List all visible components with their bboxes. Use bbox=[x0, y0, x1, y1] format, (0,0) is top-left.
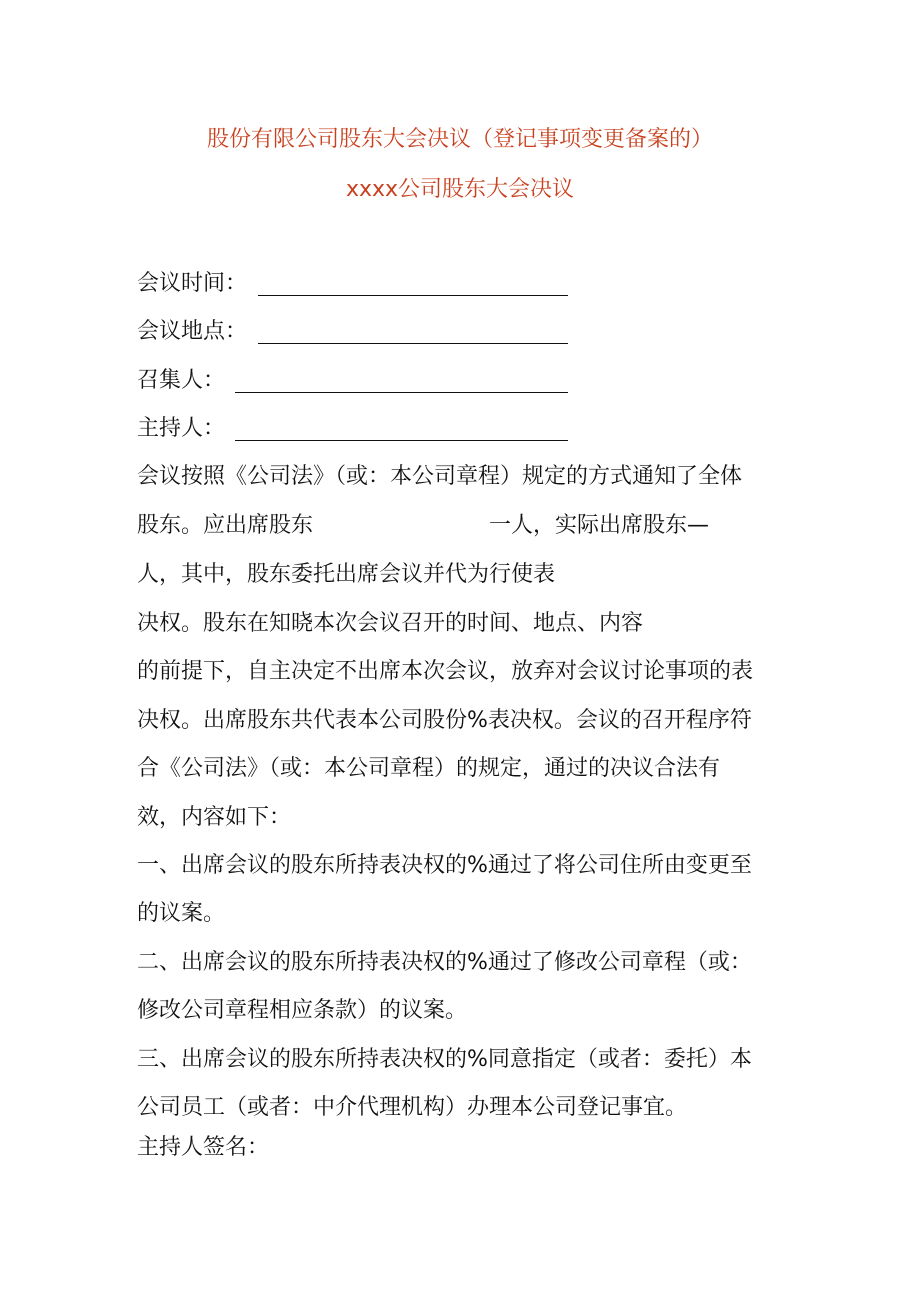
signature-label: 主持人签名： bbox=[137, 1135, 270, 1160]
body-line: 修改公司章程相应条款）的议案。 bbox=[137, 998, 468, 1023]
body-line: 人，其中，股东委托出席会议并代为行使表 bbox=[137, 562, 556, 587]
body-line: 公司员工（或者：中介代理机构）办理本公司登记事宜。 bbox=[137, 1095, 688, 1120]
resolution-item-1: 一、出席会议的股东所持表决权的%通过了将公司住所由变更至 bbox=[137, 853, 752, 878]
body-line: 效，内容如下： bbox=[137, 805, 292, 830]
resolution-item-2: 二、出席会议的股东所持表决权的%通过了修改公司章程（或： bbox=[137, 950, 752, 975]
meeting-time-label: 会议时间： bbox=[137, 271, 248, 296]
body-line: 决权。股东在知晓本次会议召开的时间、地点、内容 bbox=[137, 611, 644, 636]
body-line: 决权。出席股东共代表本公司股份%表决权。会议的召开程序符 bbox=[137, 708, 752, 733]
convener-blank bbox=[235, 392, 568, 393]
document-title: 股份有限公司股东大会决议（登记事项变更备案的） bbox=[206, 127, 713, 152]
body-line: 的议案。 bbox=[137, 901, 226, 926]
body-line: 会议按照《公司法》（或：本公司章程）规定的方式通知了全体 bbox=[137, 464, 743, 489]
body-line: 的前提下，自主决定不出席本次会议，放弃对会议讨论事项的表 bbox=[137, 659, 754, 684]
body-line: 一人，实际出席股东— bbox=[489, 513, 710, 538]
host-blank bbox=[235, 440, 568, 441]
body-line: 合《公司法》（或：本公司章程）的规定，通过的决议合法有 bbox=[137, 756, 721, 781]
convener-label: 召集人： bbox=[137, 368, 226, 393]
body-line: 股东。应出席股东 bbox=[137, 513, 314, 538]
meeting-time-blank bbox=[258, 295, 568, 296]
meeting-place-blank bbox=[258, 343, 568, 344]
document-subtitle: xxxx公司股东大会决议 bbox=[345, 177, 575, 202]
host-label: 主持人： bbox=[137, 416, 226, 441]
resolution-item-3: 三、出席会议的股东所持表决权的%同意指定（或者：委托）本 bbox=[137, 1047, 752, 1072]
meeting-place-label: 会议地点： bbox=[137, 319, 248, 344]
